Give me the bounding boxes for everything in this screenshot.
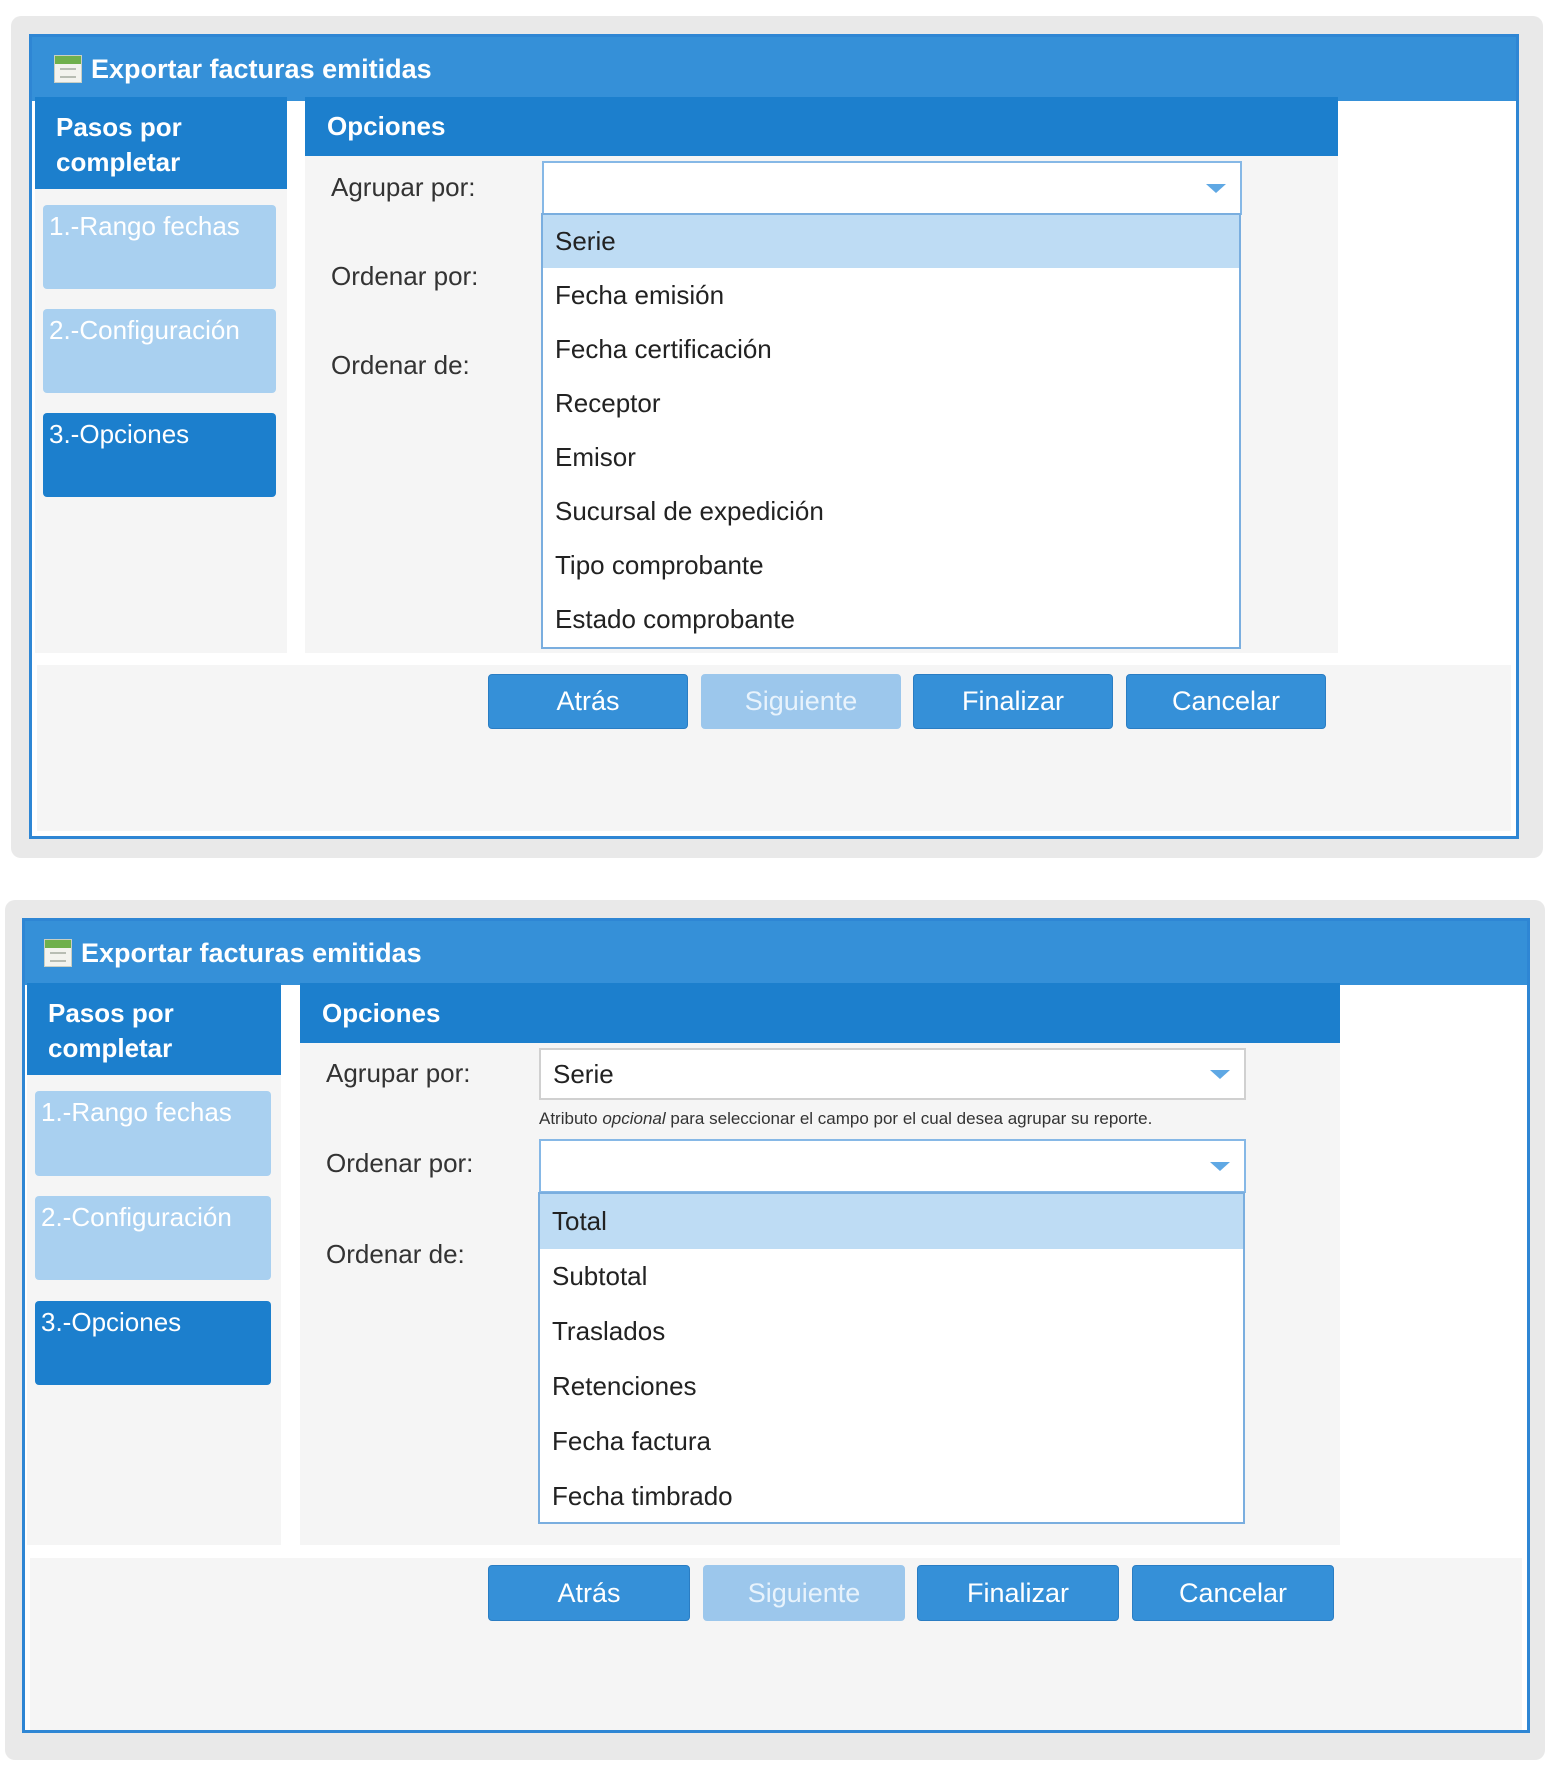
dropdown-option[interactable]: Emisor — [555, 442, 636, 472]
chevron-down-icon[interactable] — [1210, 1162, 1230, 1171]
step-options[interactable]: 3.-Opciones — [35, 1301, 271, 1385]
steps-header: Pasos por completar — [27, 983, 281, 1075]
step-configuration[interactable]: 2.-Configuración — [35, 1196, 271, 1280]
dropdown-option[interactable]: Estado comprobante — [555, 604, 795, 634]
next-button[interactable]: Siguiente — [703, 1565, 905, 1621]
next-button[interactable]: Siguiente — [701, 674, 901, 729]
dropdown-option[interactable]: Traslados — [552, 1316, 666, 1346]
dropdown-option[interactable]: Fecha certificación — [555, 334, 772, 364]
dropdown-option[interactable]: Serie — [543, 215, 1239, 268]
options-header: Opciones — [300, 983, 1340, 1043]
steps-header: Pasos por completar — [35, 97, 287, 189]
steps-panel — [35, 97, 287, 653]
export-dialog-2 — [22, 918, 1530, 1733]
calendar-window-icon — [44, 939, 72, 967]
dropdown-option[interactable]: Tipo comprobante — [555, 550, 764, 580]
group-by-select[interactable]: Serie — [539, 1048, 1246, 1100]
steps-panel — [27, 983, 281, 1545]
finish-button[interactable]: Finalizar — [913, 674, 1113, 729]
step-options[interactable]: 3.-Opciones — [43, 413, 276, 497]
cancel-button[interactable]: Cancelar — [1132, 1565, 1334, 1621]
order-by-dropdown — [538, 1192, 1245, 1524]
dropdown-option[interactable]: Retenciones — [552, 1371, 697, 1401]
order-by-label: Ordenar por: — [331, 261, 479, 291]
dialog-title: Exportar facturas emitidas — [91, 53, 432, 84]
group-by-label: Agrupar por: — [326, 1058, 471, 1088]
dropdown-option[interactable]: Total — [540, 1194, 1243, 1249]
back-button[interactable]: Atrás — [488, 1565, 690, 1621]
dropdown-option[interactable]: Fecha timbrado — [552, 1481, 733, 1511]
dropdown-option[interactable]: Subtotal — [552, 1261, 648, 1291]
group-by-hint: Atributo opcional para seleccionar el campo por el cual desea agrupar su reporte. — [539, 1109, 1153, 1128]
dropdown-option[interactable]: Receptor — [555, 388, 661, 418]
order-by-select[interactable] — [539, 1139, 1246, 1193]
order-by-label: Ordenar por: — [326, 1148, 474, 1178]
group-by-select[interactable] — [542, 161, 1242, 215]
dropdown-option[interactable]: Fecha factura — [552, 1426, 711, 1456]
step-date-range[interactable]: 1.-Rango fechas — [43, 205, 276, 289]
dropdown-option[interactable]: Fecha emisión — [555, 280, 725, 310]
group-by-label: Agrupar por: — [331, 172, 476, 202]
step-configuration[interactable]: 2.-Configuración — [43, 309, 276, 393]
step-date-range[interactable]: 1.-Rango fechas — [35, 1091, 271, 1176]
back-button[interactable]: Atrás — [488, 674, 688, 729]
options-header: Opciones — [305, 97, 1338, 156]
dialog-title: Exportar facturas emitidas — [81, 937, 422, 968]
order-direction-label: Ordenar de: — [326, 1239, 465, 1269]
dialog-titlebar — [32, 37, 1516, 101]
chevron-down-icon[interactable] — [1210, 1070, 1230, 1079]
chevron-down-icon[interactable] — [1206, 184, 1226, 193]
order-direction-label: Ordenar de: — [331, 350, 470, 380]
finish-button[interactable]: Finalizar — [917, 1565, 1119, 1621]
dialog-titlebar — [25, 921, 1527, 985]
dropdown-option[interactable]: Sucursal de expedición — [555, 496, 824, 526]
calendar-window-icon — [54, 55, 82, 83]
group-by-dropdown — [541, 213, 1241, 649]
export-dialog-1 — [29, 34, 1519, 839]
cancel-button[interactable]: Cancelar — [1126, 674, 1326, 729]
